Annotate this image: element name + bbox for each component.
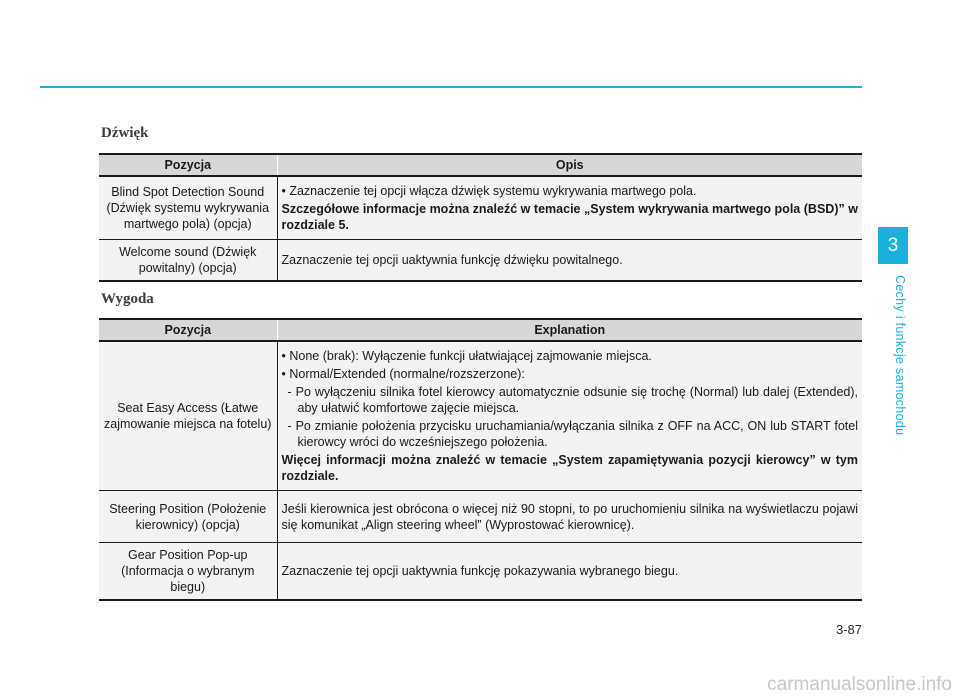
description-note: Więcej informacji można znaleźć w temacie „System zapamiętywania pozycji kierowcy” w tym rozdziale. <box>281 453 858 483</box>
chapter-title: Cechy i funkcje samochodu <box>893 275 907 436</box>
row-description-cell <box>277 176 862 240</box>
table-row <box>99 543 862 601</box>
table-row <box>99 491 862 543</box>
description-subitem: - Po zmianie położenia przycisku uruchamiania/wyłączania silnika z OFF na ACC, ON lub START fotel kierowcy wróci do wcześniejszego położenia. <box>287 419 858 449</box>
page-number: 3-87 <box>835 622 862 637</box>
row-item-cell: Steering Position (Położenie kierownicy) (opcja) <box>99 491 277 543</box>
description-line: • Zaznaczenie tej opcji włącza dźwięk systemu wykrywania martwego pola. <box>281 184 697 198</box>
description-line: Zaznaczenie tej opcji uaktywnia funkcję dźwięku powitalnego. <box>281 253 623 267</box>
top-rule <box>40 86 862 88</box>
row-description-cell <box>277 240 862 282</box>
sound-table <box>99 153 862 282</box>
column-header-item: Pozycja <box>99 154 277 176</box>
table-header-row <box>99 319 862 341</box>
table-header-row <box>99 154 862 176</box>
description-line: Jeśli kierownica jest obrócona o więcej niż 90 stopni, to po uruchomieniu silnika na wyświetlaczu pojawi się komunikat „Align steering wheel” (Wyprostować kierownicę). <box>281 501 858 532</box>
description-line: • None (brak): Wyłączenie funkcji ułatwiającej zajmowanie miejsca. <box>281 349 652 363</box>
table-row <box>99 240 862 282</box>
section-heading-sound: Dźwięk <box>101 125 149 141</box>
row-item-cell: Welcome sound (Dźwięk powitalny) (opcja) <box>99 240 277 282</box>
description-line: Zaznaczenie tej opcji uaktywnia funkcję pokazywania wybranego biegu. <box>281 564 679 578</box>
row-description-cell <box>277 341 862 491</box>
column-header-description: Opis <box>277 154 862 176</box>
description-note: Szczegółowe informacje można znaleźć w temacie „System wykrywania martwego pola (BSD)” w rozdziale 5. <box>281 202 858 232</box>
section-heading-convenience: Wygoda <box>101 291 154 307</box>
row-description-cell <box>277 491 862 543</box>
table-row <box>99 341 862 491</box>
row-item-cell: Gear Position Pop-up (Informacja o wybranym biegu) <box>99 543 277 601</box>
row-item-cell: Seat Easy Access (Łatwe zajmowanie miejsca na fotelu) <box>99 341 277 491</box>
watermark: carmanualsonline.info <box>767 674 952 695</box>
description-line: • Normal/Extended (normalne/rozszerzone): <box>281 367 525 381</box>
convenience-table <box>99 318 862 601</box>
column-header-item: Pozycja <box>99 319 277 341</box>
chapter-number-tab: 3 <box>878 227 908 264</box>
column-header-explanation: Explanation <box>277 319 862 341</box>
table-row <box>99 176 862 240</box>
row-description-cell <box>277 543 862 601</box>
row-item-cell: Blind Spot Detection Sound (Dźwięk systemu wykrywania martwego pola) (opcja) <box>99 176 277 240</box>
description-subitem: - Po wyłączeniu silnika fotel kierowcy automatycznie odsunie się trochę (Normal) lub dalej (Extended), aby ułatwić komfortowe zajęcie miejsca. <box>287 385 858 415</box>
